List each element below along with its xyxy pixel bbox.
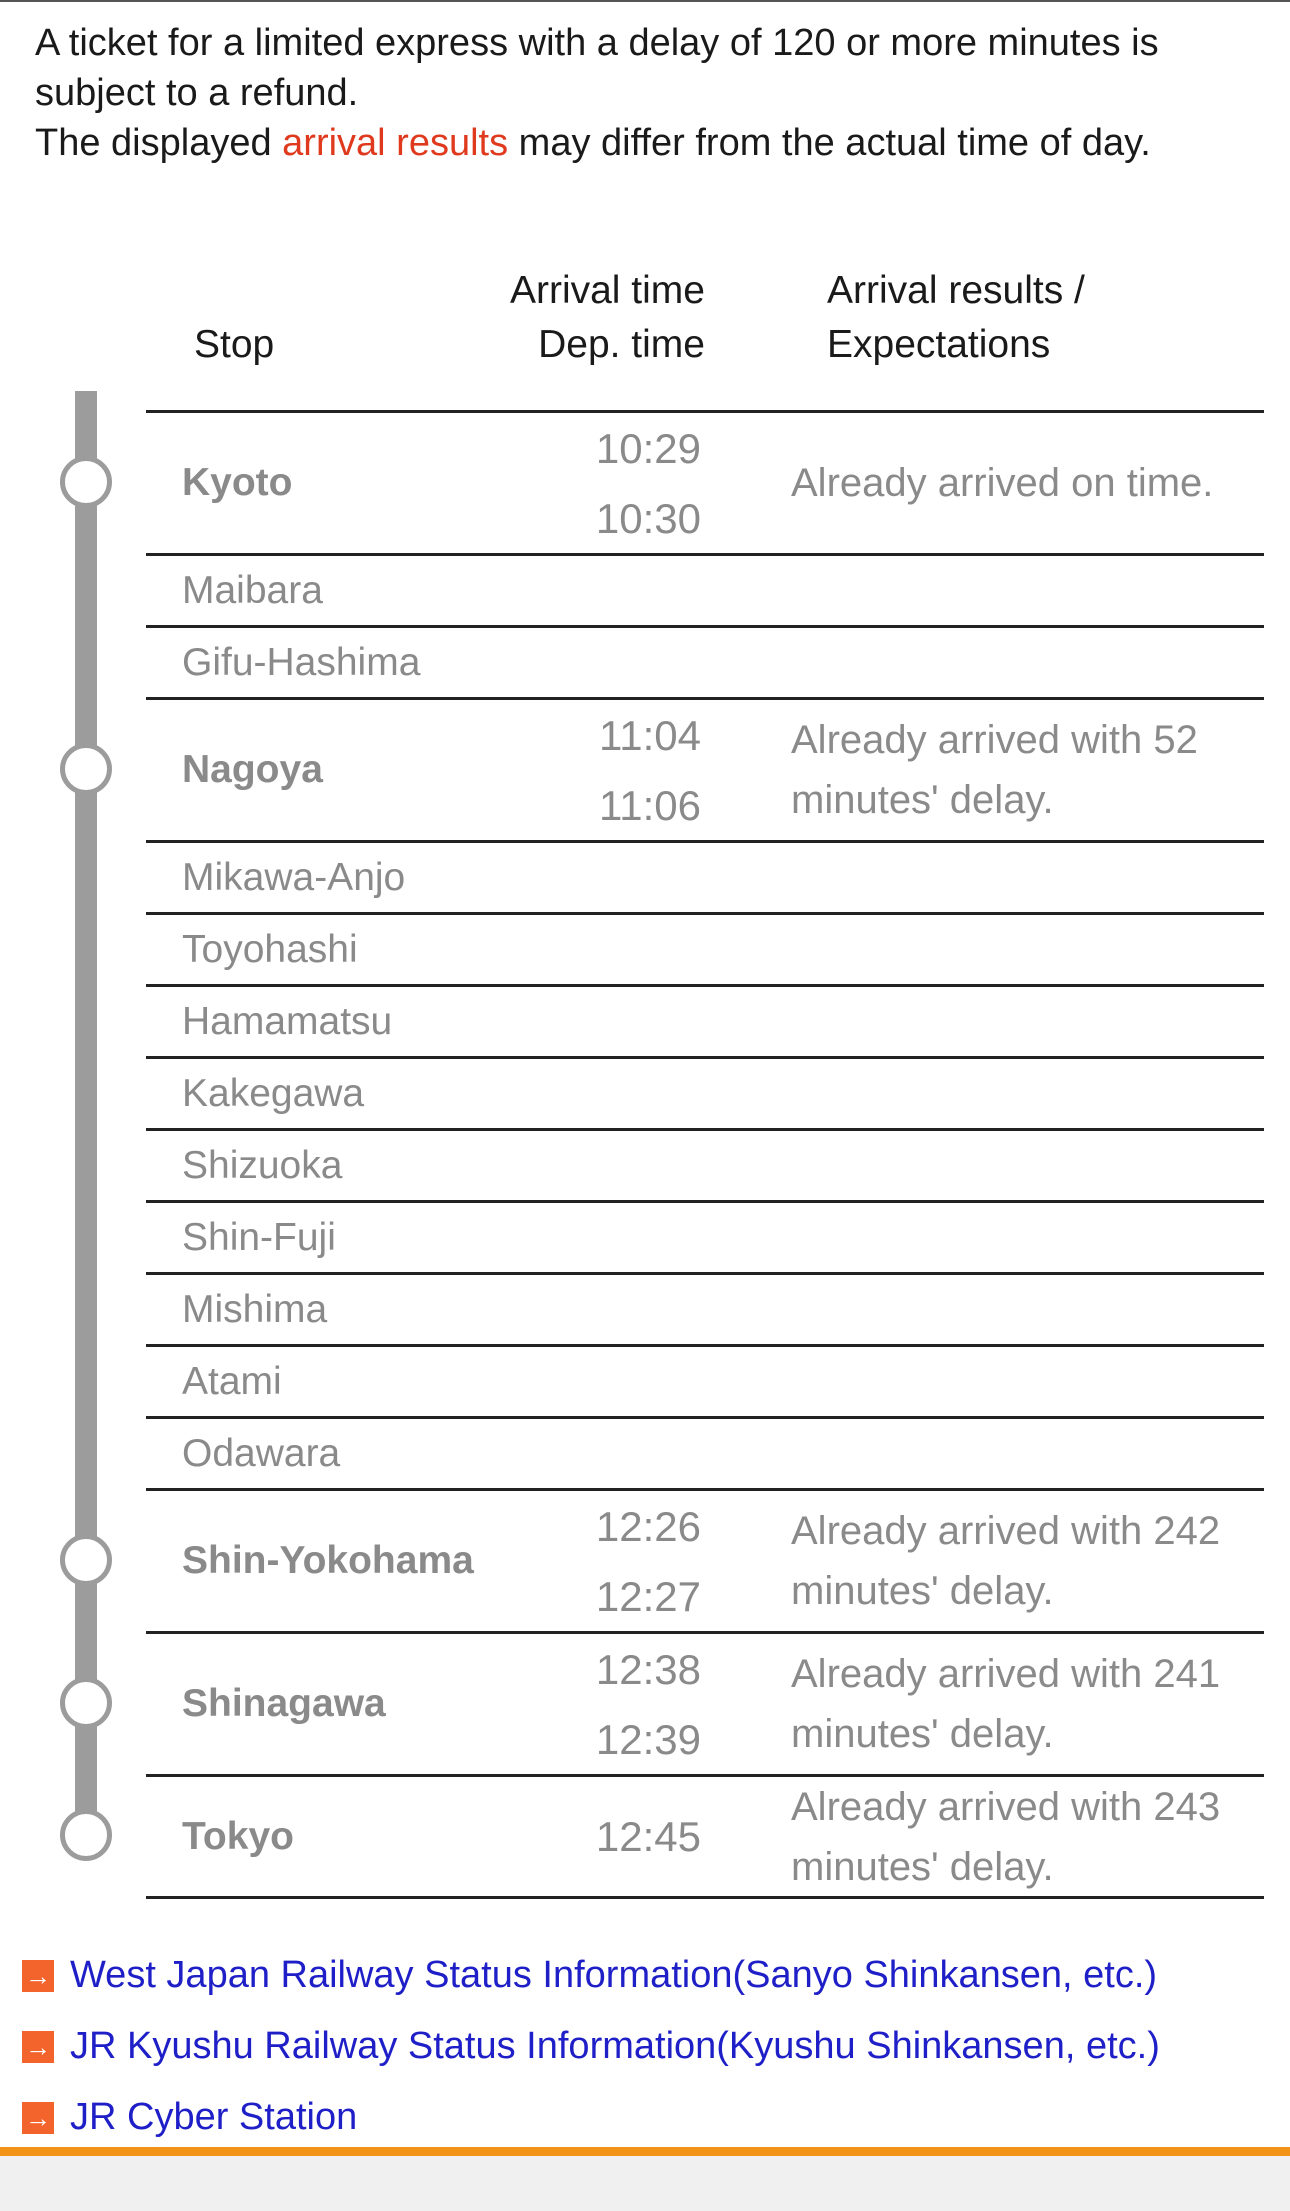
arrival-time: 12:45 [595,1812,701,1860]
header-dep-time: Dep. time [538,323,705,366]
stop-name: Mikawa-Anjo [182,855,406,899]
arrival-results-highlight: arrival results [282,122,509,164]
related-links [22,1940,1160,2153]
header-results-line1: Arrival results / [827,269,1085,312]
stop-row [146,1491,1264,1634]
stop-name: Tokyo [182,1814,294,1858]
status-link-text[interactable]: JR Cyber Station [70,2096,358,2138]
arrival-disclaimer [35,118,1255,168]
stop-name: Kyoto [182,461,293,504]
disclaimer-pre: The displayed [35,122,283,164]
arrow-right-icon: → [22,1960,54,1992]
arrival-time: 11:04 [599,712,701,759]
stop-name: Shizuoka [182,1143,343,1187]
arrival-result: Already arrived with 52 minutes' delay. [791,718,1198,822]
stop-name: Shinagawa [182,1682,386,1725]
status-link[interactable] [22,1940,1160,2011]
stop-name: Hamamatsu [182,999,393,1043]
status-link-text[interactable]: JR Kyushu Railway Status Information(Kyushu Shinkansen, etc.) [70,2025,1160,2067]
stop-name: Mishima [182,1287,328,1331]
stop-name: Kakegawa [182,1071,365,1115]
status-link-text[interactable]: West Japan Railway Status Information(Sanyo Shinkansen, etc.) [70,1954,1158,1996]
stop-row [146,987,1264,1059]
arrival-result: Already arrived with 243 minutes' delay. [791,1784,1221,1889]
header-times [440,264,705,372]
disclaimer-post: may differ from the actual time of day. [508,122,1151,164]
departure-time: 10:30 [595,495,701,542]
stop-row [146,1131,1264,1203]
route-line [75,391,97,1831]
stop-table [146,410,1264,1899]
station-circle-icon [60,1809,112,1861]
stop-row [146,843,1264,915]
arrival-result: Already arrived with 242 minutes' delay. [791,1509,1221,1613]
top-divider [0,0,1290,2]
stop-name: Toyohashi [182,927,358,971]
footer-area [0,2156,1290,2211]
refund-notice [35,18,1255,168]
departure-time: 12:39 [595,1716,701,1763]
stop-row [146,556,1264,628]
stop-row [146,628,1264,700]
arrival-result: Already arrived on time. [791,461,1214,505]
stop-row [146,1777,1264,1899]
stop-name: Shin-Yokohama [182,1539,474,1582]
arrival-result: Already arrived with 241 minutes' delay. [791,1652,1221,1756]
stop-name: Nagoya [182,748,323,791]
stop-row [146,413,1264,556]
header-arrival-time: Arrival time [509,269,705,312]
station-circle-icon [60,1677,112,1729]
arrival-time: 10:29 [595,425,701,472]
refund-notice-text: A ticket for a limited express with a delay of 120 or more minutes is subject to a refund. [35,22,1159,114]
stop-row [146,915,1264,987]
footer-accent-bar [0,2147,1290,2156]
status-link[interactable] [22,2082,1160,2153]
stop-row [146,1347,1264,1419]
status-link[interactable] [22,2011,1160,2082]
header-stop: Stop [194,323,275,366]
arrival-time: 12:26 [595,1503,701,1550]
stop-name: Maibara [182,568,323,612]
departure-time: 12:27 [595,1573,701,1620]
stop-row [146,1634,1264,1777]
header-results-line2: Expectations [827,323,1051,366]
stop-name: Atami [182,1359,282,1403]
station-circle-icon [60,1534,112,1586]
station-circle-icon [60,456,112,508]
stop-row [146,1419,1264,1491]
stop-name: Shin-Fuji [182,1215,336,1259]
station-circle-icon [60,743,112,795]
stop-name: Odawara [182,1431,341,1475]
stop-row [146,700,1264,843]
arrow-right-icon: → [22,2031,54,2063]
stop-name: Gifu-Hashima [182,640,421,684]
header-results [827,264,1085,372]
stop-row [146,1059,1264,1131]
departure-time: 11:06 [599,782,701,829]
stop-row [146,1275,1264,1347]
stop-row [146,1203,1264,1275]
arrow-right-icon: → [22,2102,54,2134]
arrival-time: 12:38 [595,1646,701,1693]
